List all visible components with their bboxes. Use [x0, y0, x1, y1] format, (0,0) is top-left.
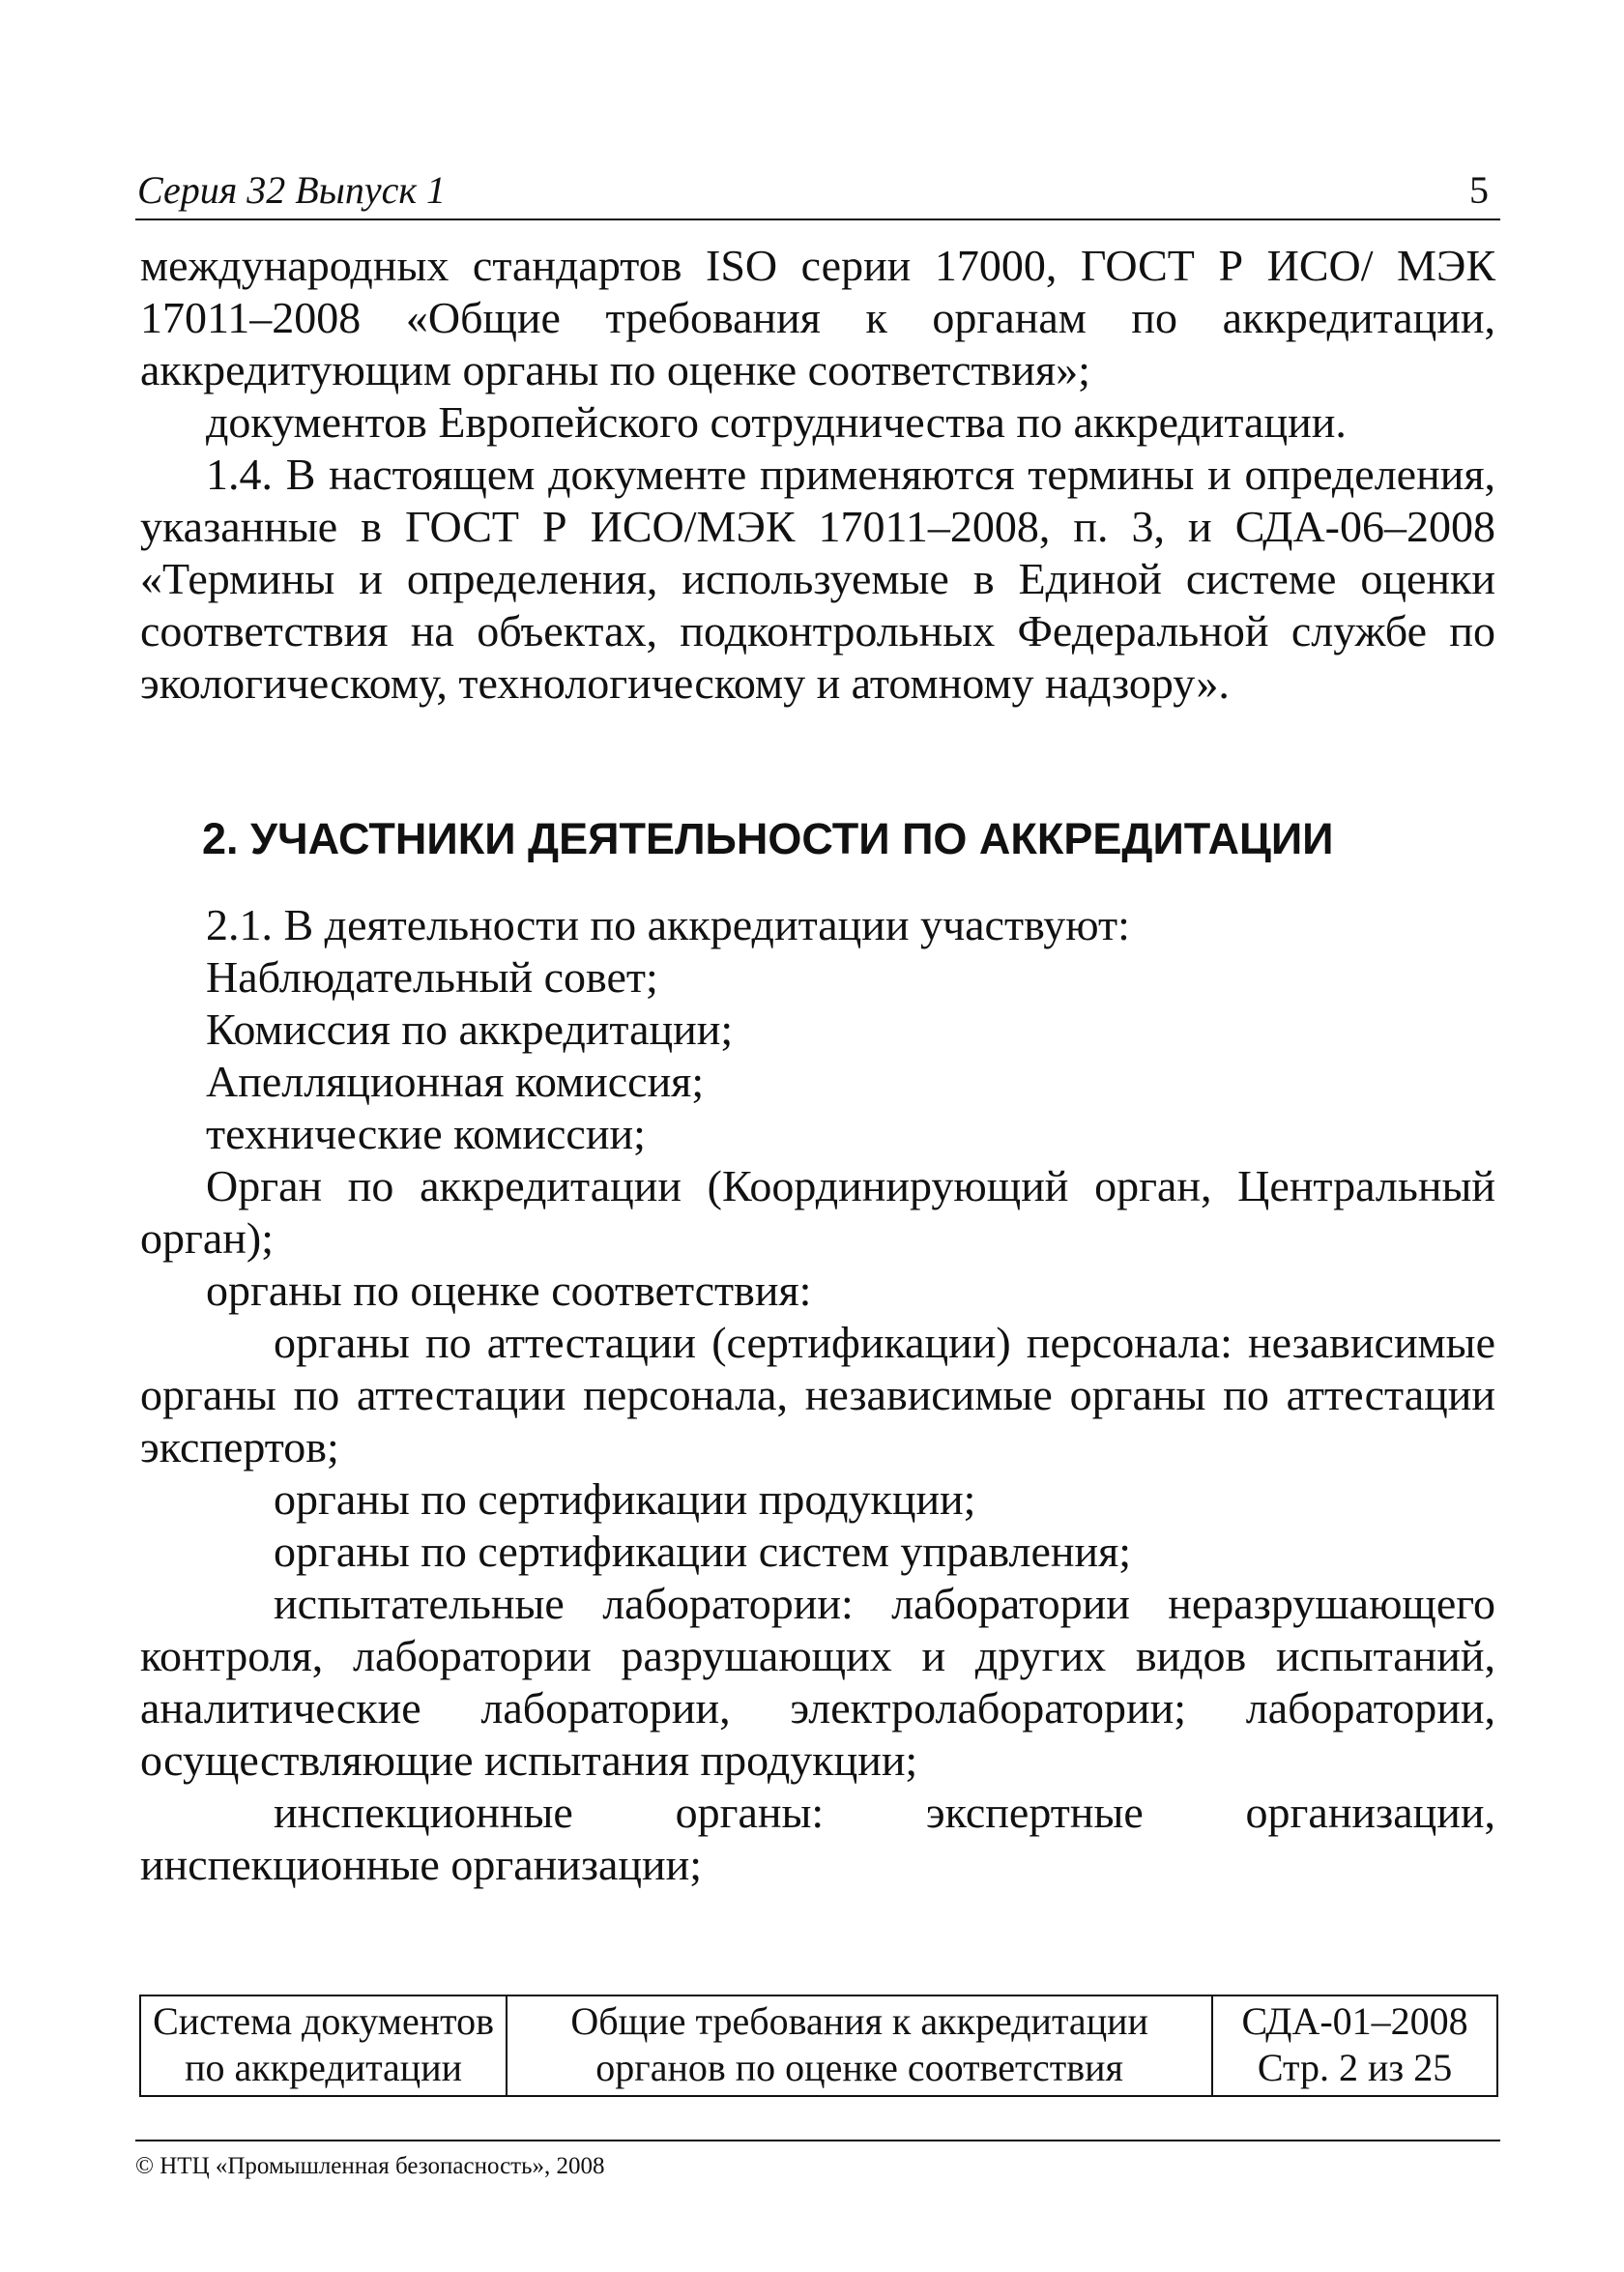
- paragraph-1-4-terms: 1.4. В настоящем документе применяются термины и определения, указанные в ГОСТ Р ИСО/МЭК 17011–2008, п. 3, и СДА-06–2008 «Термины и определения, используемые в Единой системе оценки соответствия на объектах, подконтрольных Федеральной службе по экологическому, технологическому и атомному надзору».: [140, 450, 1495, 708]
- list-subitem: инспекционные органы: экспертные организации, инспекционные организации;: [140, 1788, 1495, 1889]
- list-item: Апелляционная комиссия;: [206, 1057, 705, 1106]
- list-subitem: органы по аттестации (сертификации) персонала: независимые органы по аттестации персонала, независимые органы по аттестации экспертов;: [140, 1318, 1495, 1471]
- page-body: [140, 240, 1495, 1891]
- series-title: Серия 32 Выпуск 1: [137, 168, 447, 212]
- list-item: технические комиссии;: [206, 1109, 646, 1158]
- footer-cell-title: [507, 1995, 1212, 2096]
- list-item: Орган по аккредитации (Координирующий орган, Центральный орган);: [140, 1161, 1495, 1263]
- paragraph-iso-standards: международных стандартов ISO серии 17000, ГОСТ Р ИСО/ МЭК 17011–2008 «Общие требования к органам по аккредитации, аккредитующим органы по оценке соответствия»;: [140, 241, 1495, 394]
- footer-cell-text: по аккредитации: [185, 2046, 463, 2089]
- list-subitem: органы по сертификации продукции;: [274, 1474, 976, 1524]
- footer-cell-text: Система документов: [153, 1999, 494, 2043]
- footer-cell-code: [1212, 1995, 1497, 2096]
- document-footer-table: [139, 1995, 1498, 2097]
- list-subitem: испытательные лаборатории: лаборатории неразрушающего контроля, лаборатории разрушающих и других видов испытаний, аналитические лаборатории, электролаборатории; лаборатории, осуществляющие испытания продукции;: [140, 1579, 1495, 1785]
- list-subitem: органы по сертификации систем управления;: [274, 1527, 1132, 1576]
- footer-cell-text: Общие требования к аккредитации: [570, 1999, 1148, 2043]
- paragraph-european-cooperation: документов Европейского сотрудничества по аккредитации.: [206, 397, 1347, 447]
- footer-cell-text: СДА-01–2008: [1241, 1999, 1468, 2043]
- list-item: органы по оценке соответствия:: [206, 1266, 812, 1315]
- section-heading: 2. УЧАСТНИКИ ДЕЯТЕЛЬНОСТИ ПО АККРЕДИТАЦИИ: [202, 814, 1334, 863]
- footer-cell-text: органов по оценке соответствия: [595, 2046, 1123, 2089]
- list-item: Комиссия по аккредитации;: [206, 1005, 734, 1054]
- running-header: [135, 162, 1500, 220]
- page-number: 5: [1469, 168, 1489, 212]
- footer-cell-text: Стр. 2 из 25: [1257, 2046, 1453, 2089]
- footer-cell-system: [140, 1995, 507, 2096]
- list-item: Наблюдательный совет;: [206, 952, 658, 1002]
- copyright-notice: © НТЦ «Промышленная безопасность», 2008: [135, 2140, 1500, 2180]
- paragraph-2-1-intro: 2.1. В деятельности по аккредитации участвуют:: [206, 900, 1130, 949]
